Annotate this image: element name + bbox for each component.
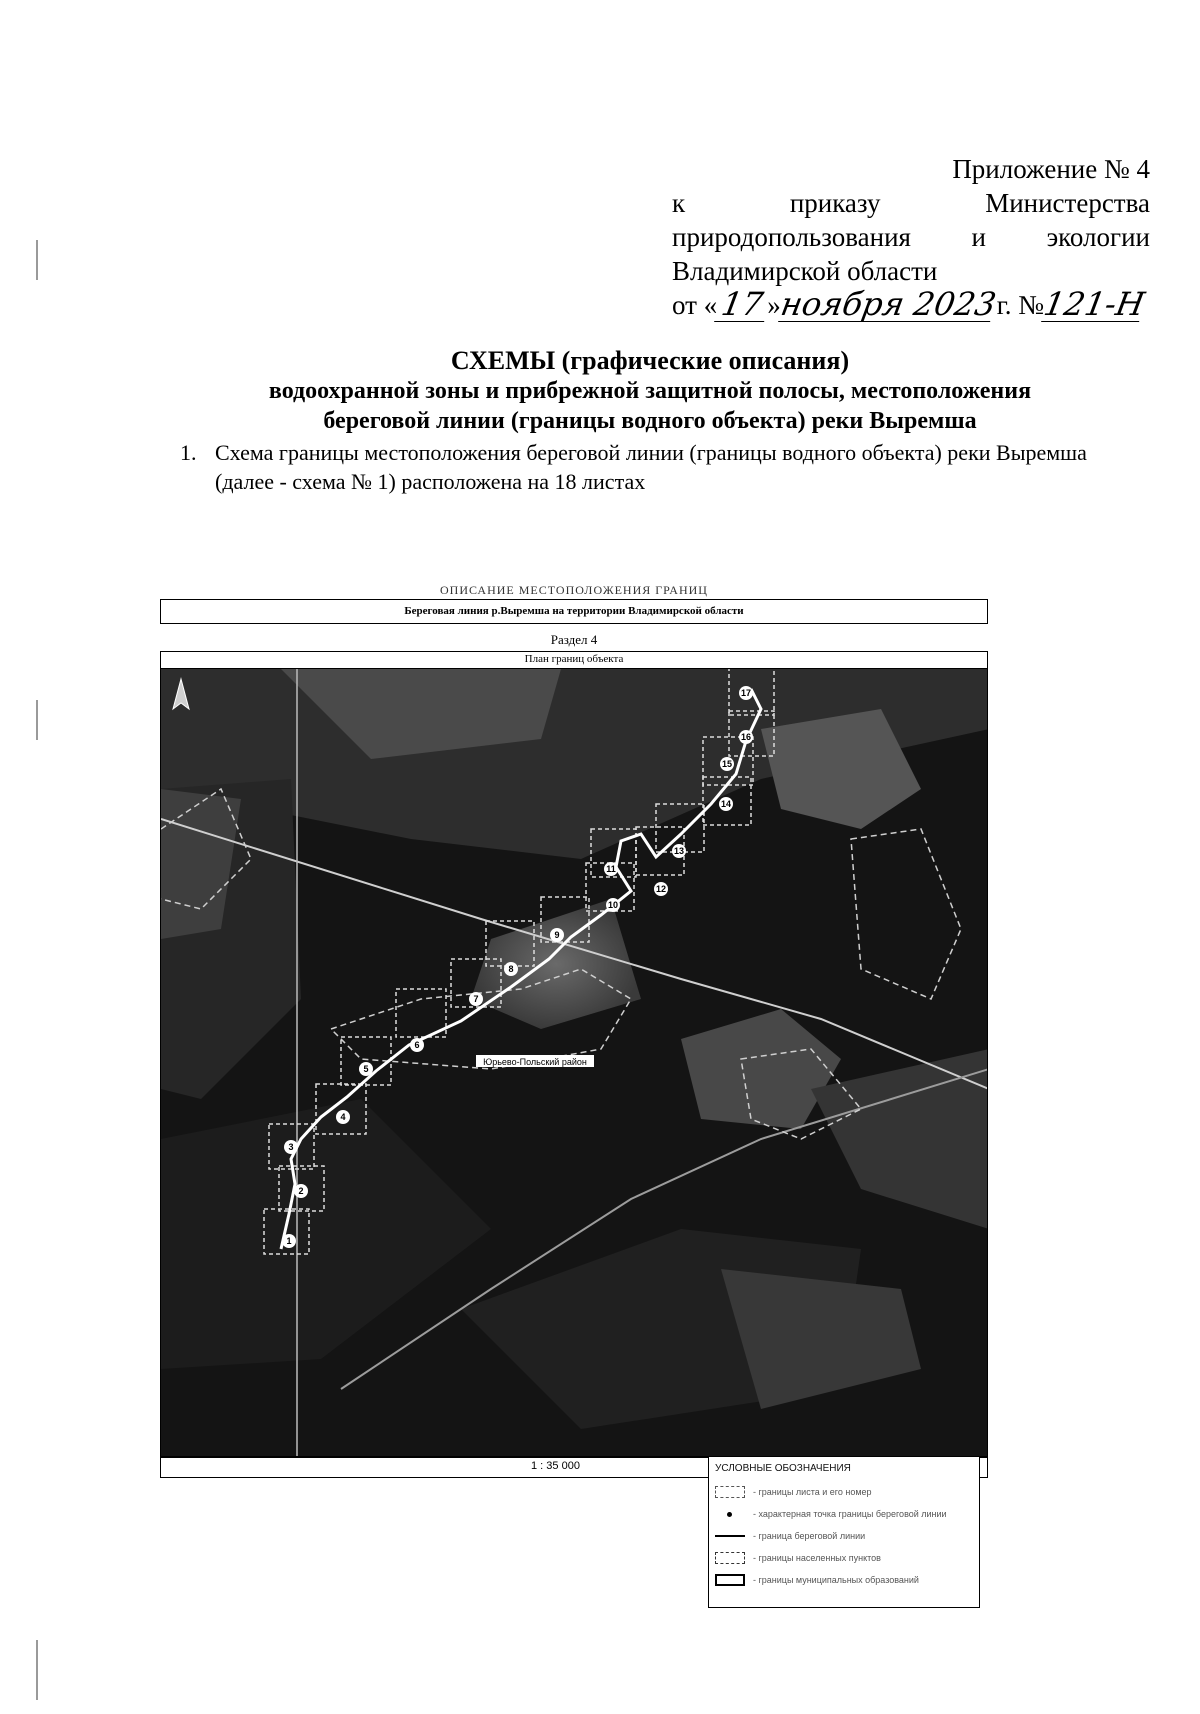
sheet-number-label — [410, 1038, 424, 1052]
sheet-number-text: 15 — [721, 759, 733, 769]
appendix-number: Приложение № 4 — [952, 154, 1150, 184]
sheet-number-label — [504, 962, 518, 976]
boundary-map — [160, 668, 988, 1458]
legend-item-municipal: - границы муниципальных образований — [715, 1571, 975, 1589]
list-item: 1. Схема границы местоположения береговой линии (границы водного объекта) реки Выремша (далее - схема № 1) расположена на 18 листах — [180, 440, 1087, 494]
sheet-number-text: 4 — [340, 1112, 346, 1122]
sheet-number-text: 12 — [655, 884, 667, 894]
sheet-number-text: 2 — [298, 1186, 304, 1196]
section-label: Раздел 4 — [550, 632, 598, 647]
sheet-number-label — [739, 730, 753, 744]
legend-item-sheet-boundary: - границы листа и его номер — [715, 1483, 975, 1501]
map-legend — [708, 1456, 980, 1608]
document-title: СХЕМЫ (графические описания) водоохранной зоны и прибрежной защитной полосы, местоположения береговой линии (границы водного объекта) реки Выремша — [268, 346, 1032, 434]
legend-item-shoreline: - граница береговой линии — [715, 1527, 975, 1545]
sheet-number-text: 3 — [288, 1142, 294, 1152]
scan-margin-mark — [36, 700, 38, 740]
sheet-number-label — [719, 797, 733, 811]
sheet-number-text: 16 — [740, 732, 752, 742]
sheet-number-text: 17 — [740, 688, 752, 698]
sheet-number-label — [282, 1234, 296, 1248]
appendix-line-order: к приказу Министерства — [672, 188, 1150, 218]
dashed-outline-icon — [715, 1552, 745, 1564]
sheet-number-text: 5 — [363, 1064, 369, 1074]
sheet-number-label — [654, 882, 668, 896]
scale-text: 1 : 35 000 — [531, 1460, 580, 1472]
sheet-number-text: 7 — [473, 994, 479, 1004]
sheet-number-text: 13 — [673, 846, 685, 856]
appendix-header — [672, 152, 1150, 322]
sheet-number-text: 6 — [414, 1040, 420, 1050]
sheet-number-text: 9 — [554, 930, 560, 940]
satellite-map-image — [161, 669, 988, 1458]
sheet-number-text: 14 — [720, 799, 732, 809]
sheet-number-label — [604, 862, 618, 876]
handwritten-day: 17 — [714, 289, 770, 322]
sheet-number-label — [720, 757, 734, 771]
point-icon — [715, 1508, 745, 1520]
sheet-number-text: 8 — [508, 964, 514, 974]
sheet-heading: ОПИСАНИЕ МЕСТОПОЛОЖЕНИЯ ГРАНИЦ — [440, 583, 708, 597]
handwritten-order-number: 121-Н — [1040, 285, 1148, 323]
settlement-label — [476, 1055, 594, 1067]
sheet-number-text: 11 — [606, 864, 616, 874]
sheet-number-label — [284, 1140, 298, 1154]
sheet-number-label — [359, 1062, 373, 1076]
legend-item-point: - характерная точка границы береговой линии — [715, 1505, 975, 1523]
order-date-row: от « 17 » ноября 2023 г. № 121-Н — [672, 285, 1148, 323]
sheet-number-label — [606, 898, 620, 912]
legend-title: УСЛОВНЫЕ ОБОЗНАЧЕНИЯ — [715, 1463, 851, 1474]
scan-margin-mark — [36, 1640, 38, 1700]
sheet-number-label — [469, 992, 483, 1006]
handwritten-month-year: ноября 2023 — [777, 285, 999, 323]
settlement-label-text: Юрьево-Польский район — [483, 1057, 587, 1067]
sheet-number-text: 1 — [286, 1236, 292, 1246]
sheet-number-label — [550, 928, 564, 942]
solid-box-icon — [715, 1574, 745, 1586]
legend-item-settlements: - границы населенных пунктов — [715, 1549, 975, 1567]
appendix-line-ministry: природопользования и экологии — [672, 222, 1150, 252]
scan-margin-mark — [36, 240, 38, 280]
sheet-number-label — [336, 1110, 350, 1124]
sheet-number-label — [672, 844, 686, 858]
sheet-number-label — [294, 1184, 308, 1198]
sheet-number-label — [739, 686, 753, 700]
dashed-box-icon — [715, 1486, 745, 1498]
sheet-subheading: Береговая линия р.Выремша на территории Владимирской области — [160, 599, 988, 624]
solid-line-icon — [715, 1530, 745, 1542]
appendix-line-region: Владимирской области — [672, 256, 938, 286]
sheet-number-text: 10 — [607, 900, 619, 910]
plan-title: План границ объекта — [160, 651, 988, 669]
